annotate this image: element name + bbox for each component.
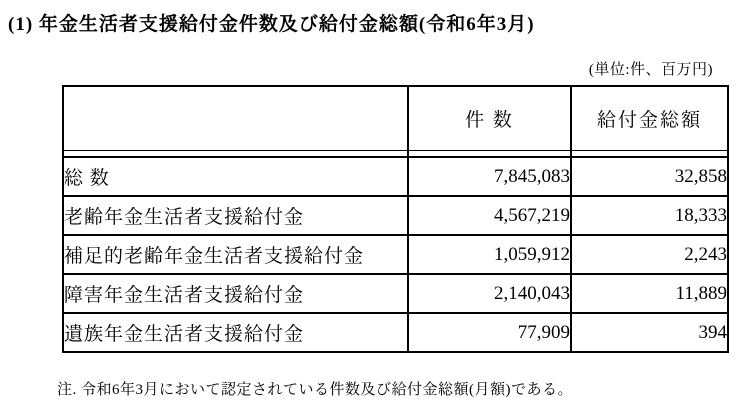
unit-note: (単位:件、百万円)	[588, 62, 713, 78]
total-value: 2,243	[571, 235, 728, 274]
table-row-supplementary-old-age	[63, 235, 728, 274]
row-label: 障害年金生活者支援給付金	[63, 274, 408, 313]
count-value: 77,909	[408, 313, 571, 352]
table-header-row	[63, 86, 728, 151]
count-value: 1,059,912	[408, 235, 571, 274]
row-label: 遺族年金生活者支援給付金	[63, 313, 408, 352]
count-value: 7,845,083	[408, 157, 571, 196]
table-row-total	[63, 157, 728, 196]
footnote: 注. 令和6年3月において認定されている件数及び給付金総額(月額)である。	[57, 382, 573, 398]
table-row-old-age	[63, 196, 728, 235]
total-value: 32,858	[571, 157, 728, 196]
table-row-disability	[63, 274, 728, 313]
header-cell-total: 給付金総額	[571, 86, 728, 151]
header-cell-count: 件 数	[408, 86, 571, 151]
total-value: 18,333	[571, 196, 728, 235]
table-row-survivor	[63, 313, 728, 352]
count-value: 4,567,219	[408, 196, 571, 235]
page-title: (1) 年金生活者支援給付金件数及び給付金総額(令和6年3月)	[8, 14, 535, 35]
row-label: 補足的老齢年金生活者支援給付金	[63, 235, 408, 274]
benefits-table	[62, 85, 729, 353]
count-value: 2,140,043	[408, 274, 571, 313]
row-label: 総 数	[63, 157, 408, 196]
row-label: 老齢年金生活者支援給付金	[63, 196, 408, 235]
total-value: 11,889	[571, 274, 728, 313]
header-cell-item	[63, 86, 408, 151]
total-value: 394	[571, 313, 728, 352]
